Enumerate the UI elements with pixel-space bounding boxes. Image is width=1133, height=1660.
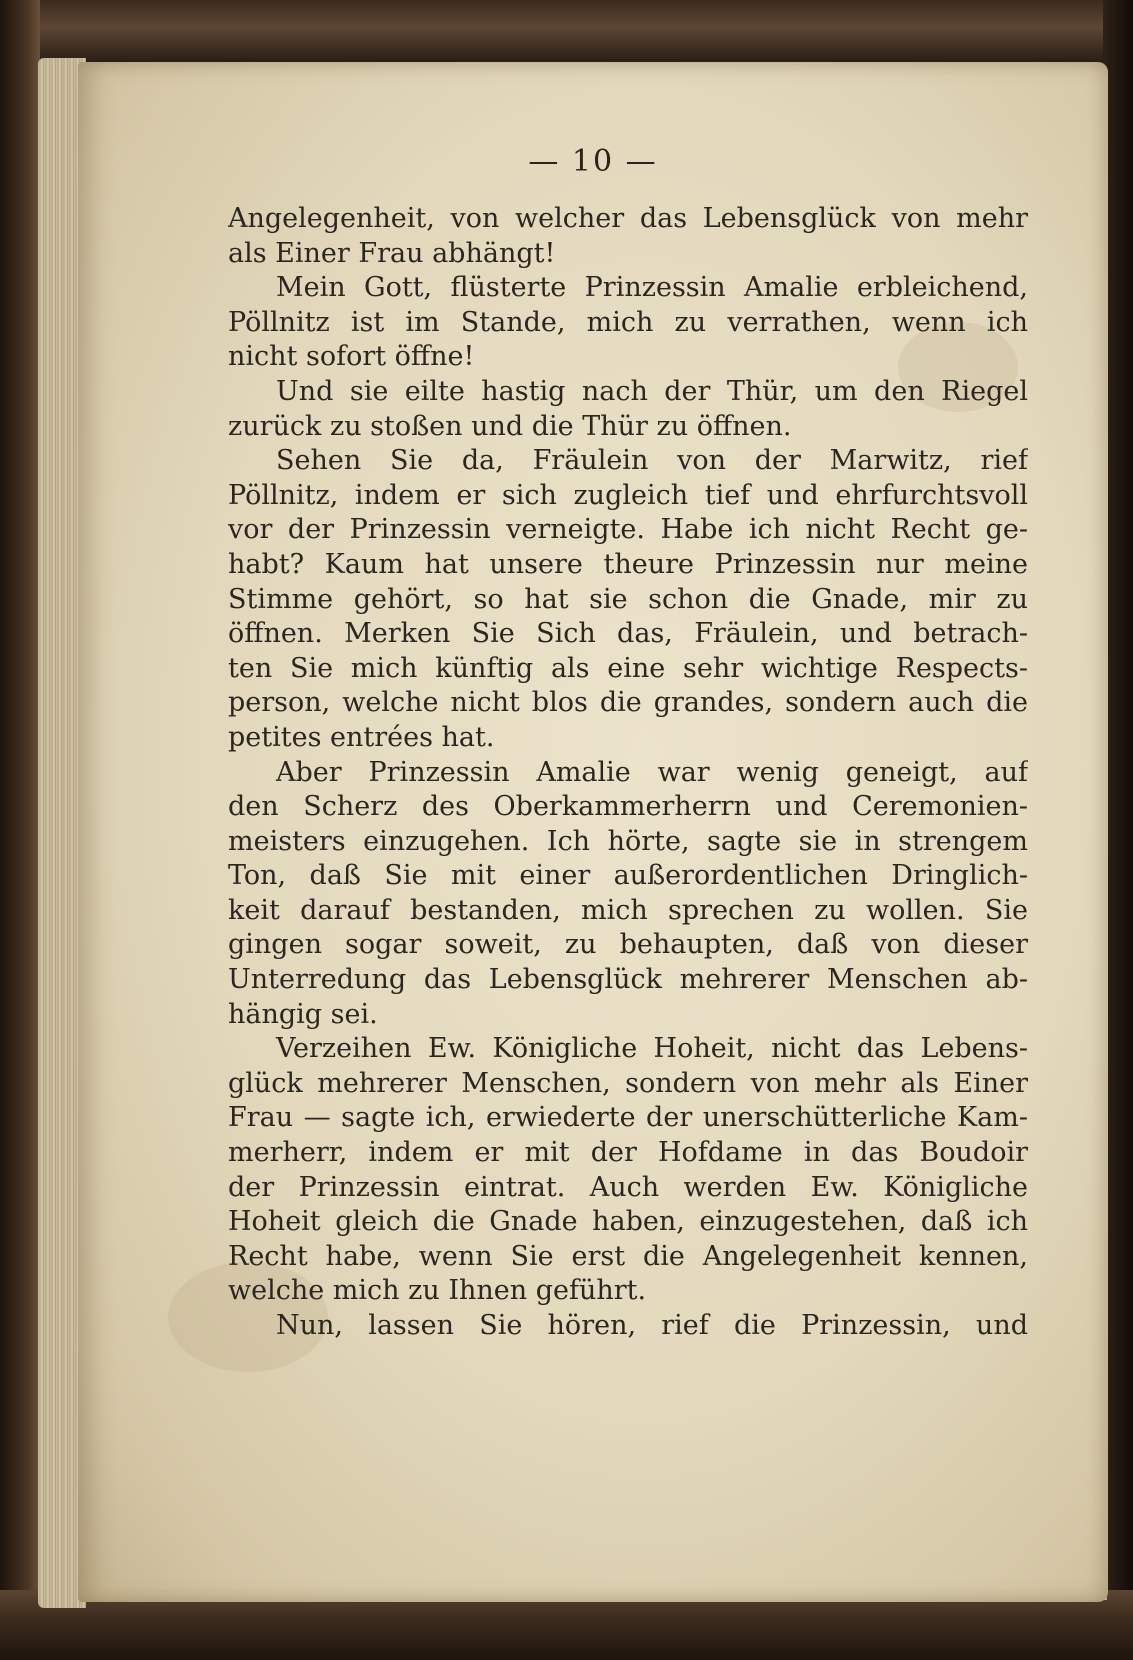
text-line: glück mehrerer Menschen, sondern von mehr als Einer [228,1067,1028,1099]
text-line: hängig sei. [228,998,378,1030]
cover-spine-edge [0,0,40,1660]
text-line: Unterredung das Lebensglück mehrerer Menschen ab- [228,964,1028,996]
text-line: welche mich zu Ihnen geführt. [228,1275,647,1307]
text-line: der Prinzessin eintrat. Auch werden Ew. Königliche [228,1171,1028,1203]
text-line: Aber Prinzessin Amalie war wenig geneigt, auf [276,756,1028,788]
text-line: nicht sofort öffne! [228,341,475,373]
cover-top-edge [0,0,1133,60]
text-line: ten Sie mich künftig als eine sehr wichtige Respects- [228,652,1028,684]
text-line: merherr, indem er mit der Hofdame in das Boudoir [228,1137,1028,1169]
text-line: Angelegenheit, von welcher das Lebensglück von mehr [228,203,1028,234]
text-line: als Einer Frau abhängt! [228,237,556,269]
text-line: Und sie eilte hastig nach der Thür, um den Riegel [276,375,1028,407]
text-line: Ton, daß Sie mit einer außerordentlichen Dringlich- [228,860,1028,892]
text-line: habt? Kaum hat unsere theure Prinzessin nur meine [228,548,1028,580]
text-line: Pöllnitz ist im Stande, mich zu verrathen, wenn ich [228,306,1028,338]
text-line: Stimme gehört, so hat sie schon die Gnade, mir zu [228,583,1028,615]
text-line: person, welche nicht blos die grandes, sondern auch die [228,687,1028,719]
text-line: petites entrées hat. [228,721,495,753]
text-line: Hoheit gleich die Gnade haben, einzugestehen, daß ich [228,1206,1028,1238]
text-line: Sehen Sie da, Fräulein von der Marwitz, rief [276,445,1028,477]
body-text [228,202,1028,1344]
text-line: keit darauf bestanden, mich sprechen zu wollen. Sie [228,894,1028,926]
text-line: Recht habe, wenn Sie erst die Angelegenheit kennen, [228,1240,1028,1272]
text-line: meisters einzugehen. Ich hörte, sagte sie in strengem [228,825,1028,857]
page-number: — 10 — [528,144,658,179]
book-page [78,62,1108,1602]
text-line: Verzeihen Ew. Königliche Hoheit, nicht das Lebens- [276,1033,1028,1065]
text-line: vor der Prinzessin verneigte. Habe ich nicht Recht ge- [228,514,1028,546]
text-line: gingen sogar soweit, zu behaupten, daß von dieser [228,929,1028,961]
text-line: den Scherz des Oberkammerherrn und Ceremonien- [228,791,1028,823]
text-line: öffnen. Merken Sie Sich das, Fräulein, und betrach- [228,618,1028,650]
text-line: Mein Gott, flüsterte Prinzessin Amalie erbleichend, [276,272,1028,304]
text-line: Pöllnitz, indem er sich zugleich tief und ehrfurchtsvoll [228,479,1028,511]
text-line: Nun, lassen Sie hören, rief die Prinzessin, und [276,1310,1028,1341]
text-line: Frau — sagte ich, erwiederte der unerschütterliche Kam- [228,1102,1028,1134]
text-line: zurück zu stoßen und die Thür zu öffnen. [228,410,792,442]
